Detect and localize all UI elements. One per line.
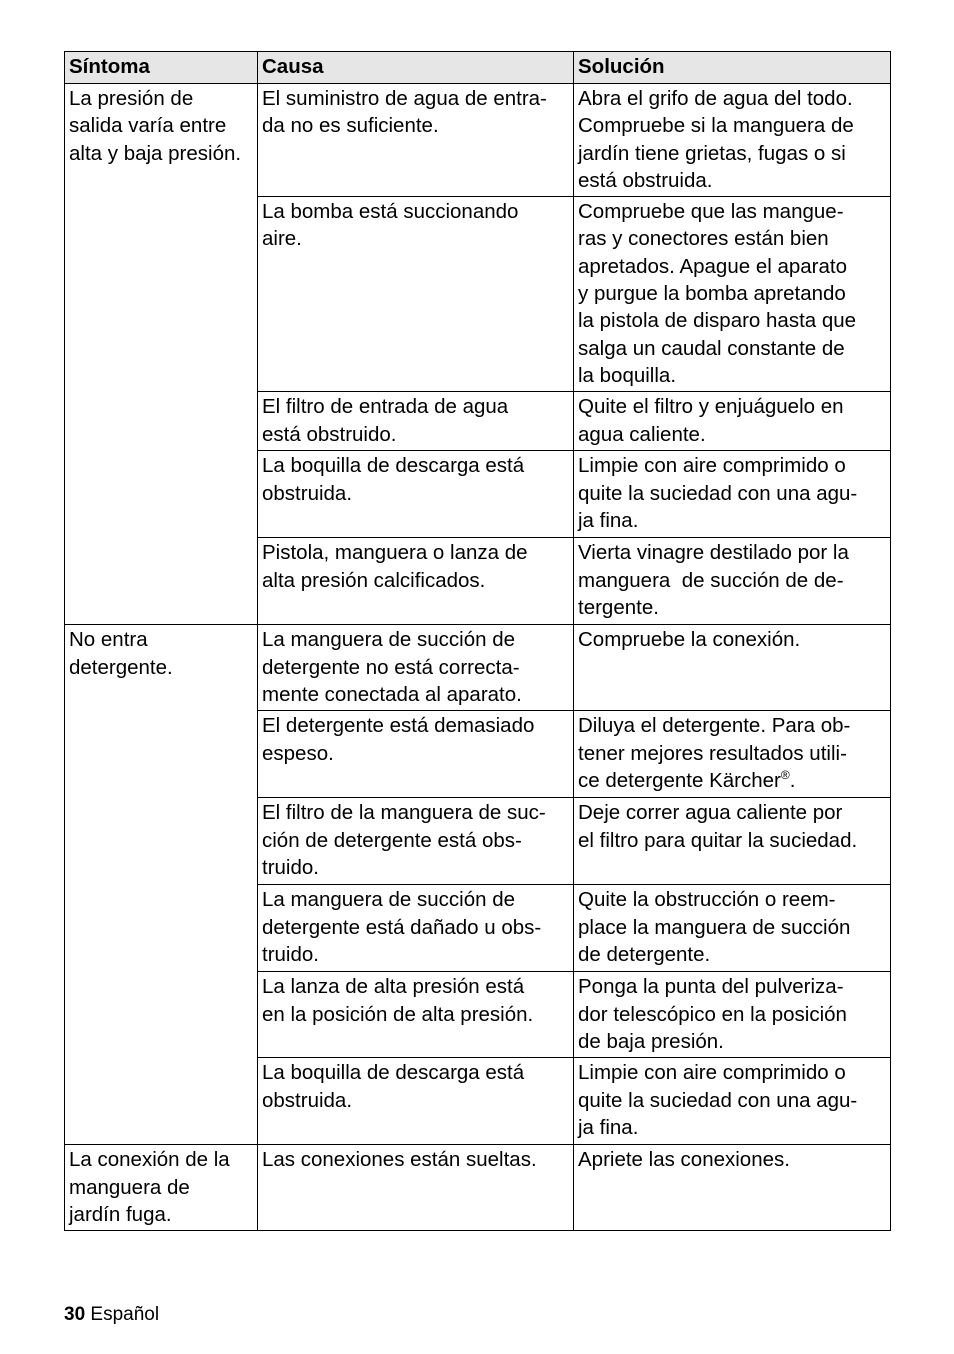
header-solution: Solución: [574, 52, 891, 84]
cause-cell: El suministro de agua de entra- da no es suficiente.: [258, 84, 574, 197]
solution-tail: .: [789, 768, 796, 792]
table-header-row: [65, 52, 891, 84]
solution-cell: [574, 711, 891, 798]
header-symptom: Síntoma: [65, 52, 258, 84]
cause-cell: La boquilla de descarga está obstruida.: [258, 1058, 574, 1145]
registered-mark: ®: [780, 767, 790, 782]
header-cause: Causa: [258, 52, 574, 84]
solution-cell: Deje correr agua caliente por el filtro para quitar la suciedad.: [574, 798, 891, 885]
solution-cell: Limpie con aire comprimido o quite la suciedad con una agu- ja fina.: [574, 451, 891, 538]
cause-cell: La bomba está succionando aire.: [258, 197, 574, 392]
table-row: [65, 84, 891, 197]
symptom-cell: La conexión de la manguera de jardín fuga.: [65, 1145, 258, 1231]
solution-cell: Vierta vinagre destilado por la manguera de succión de de- tergente.: [574, 538, 891, 625]
table-row: [65, 625, 891, 711]
cause-cell: El filtro de entrada de agua está obstruido.: [258, 392, 574, 451]
solution-cell: Apriete las conexiones.: [574, 1145, 891, 1231]
solution-cell: Ponga la punta del pulveriza- dor telescópico en la posición de baja presión.: [574, 972, 891, 1058]
cause-cell: Las conexiones están sueltas.: [258, 1145, 574, 1231]
page-language: Español: [90, 1304, 160, 1325]
cause-cell: El detergente está demasiado espeso.: [258, 711, 574, 798]
cause-cell: El filtro de la manguera de suc- ción de detergente está obs- truido.: [258, 798, 574, 885]
solution-cell: Quite el filtro y enjuáguelo en agua caliente.: [574, 392, 891, 451]
troubleshooting-table: [64, 51, 891, 1231]
cause-cell: Pistola, manguera o lanza de alta presión calcificados.: [258, 538, 574, 625]
symptom-cell: No entra detergente.: [65, 625, 258, 1145]
solution-cell: Compruebe la conexión.: [574, 625, 891, 711]
page-number: 30: [64, 1304, 86, 1325]
cause-cell: La boquilla de descarga está obstruida.: [258, 451, 574, 538]
cause-cell: La lanza de alta presión está en la posición de alta presión.: [258, 972, 574, 1058]
solution-cell: Limpie con aire comprimido o quite la suciedad con una agu- ja fina.: [574, 1058, 891, 1145]
page-footer: [64, 1303, 159, 1327]
solution-cell: Compruebe que las mangue- ras y conectores están bien apretados. Apague el aparato y purgue la bomba apretando la pistola de disparo hasta que salga un caudal constante de la boquilla.: [574, 197, 891, 392]
solution-cell: Quite la obstrucción o reem- place la manguera de succión de detergente.: [574, 885, 891, 972]
cause-cell: La manguera de succión de detergente no está correcta- mente conectada al aparato.: [258, 625, 574, 711]
solution-text: Diluya el detergente. Para ob- tener mejores resultados utili- ce detergente Kärcher: [578, 714, 851, 792]
table-row: [65, 1145, 891, 1231]
cause-cell: La manguera de succión de detergente está dañado u obs- truido.: [258, 885, 574, 972]
symptom-cell: La presión de salida varía entre alta y baja presión.: [65, 84, 258, 625]
solution-cell: Abra el grifo de agua del todo. Compruebe si la manguera de jardín tiene grietas, fugas o si está obstruida.: [574, 84, 891, 197]
